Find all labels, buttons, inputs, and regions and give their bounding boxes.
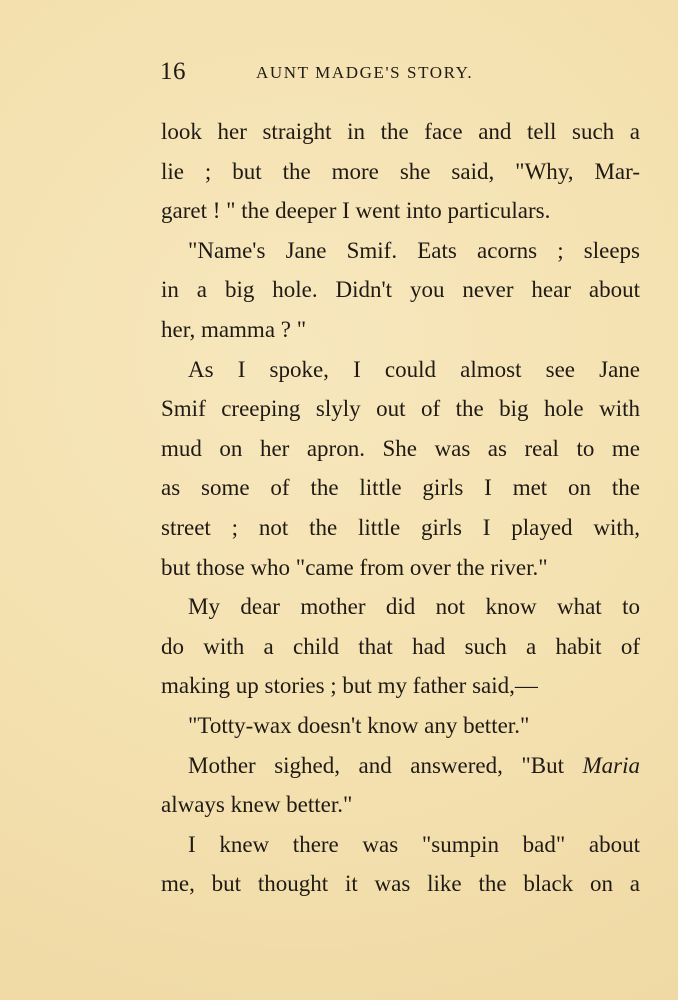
text-line: garet ! " the deeper I went into particulars. [161,198,551,224]
page-number: 16 [160,58,186,85]
text-line: "Name's Jane Smif. Eats acorns ; sleeps [188,237,640,263]
text-line: "Totty-wax doesn't know any better." [188,712,530,738]
text-line: mud on her apron. She was as real to me [161,435,640,461]
text-line: me, but thought it was like the black on a [161,871,640,897]
text-segment: Mother sighed, and answered, "But [188,752,583,778]
text-line: As I spoke, I could almost see Jane [188,356,640,382]
text-line: her, mamma ? " [161,316,307,342]
text-line-mixed [161,746,640,786]
text-line: My dear mother did not know what to [188,594,640,620]
text-line: I knew there was "sumpin bad" about [188,831,640,857]
running-head: AUNT MADGE'S STORY. [256,63,474,82]
text-line: Smif creeping slyly out of the big hole with [161,396,640,422]
text-line: making up stories ; but my father said,— [161,673,538,699]
text-line: but those who "came from over the river." [161,554,548,580]
text-line: do with a child that had such a habit of [161,633,640,659]
text-line: in a big hole. Didn't you never hear about [161,277,640,303]
italic-name: Maria [582,752,640,778]
text-line: lie ; but the more she said, "Why, Mar- [161,158,640,184]
page-header [160,56,640,96]
text-line: look her straight in the face and tell such a [161,119,640,144]
body-text [161,112,640,904]
text-line: always knew better." [161,792,353,818]
text-line: as some of the little girls I met on the [161,475,640,501]
text-line: street ; not the little girls I played with, [161,514,640,540]
